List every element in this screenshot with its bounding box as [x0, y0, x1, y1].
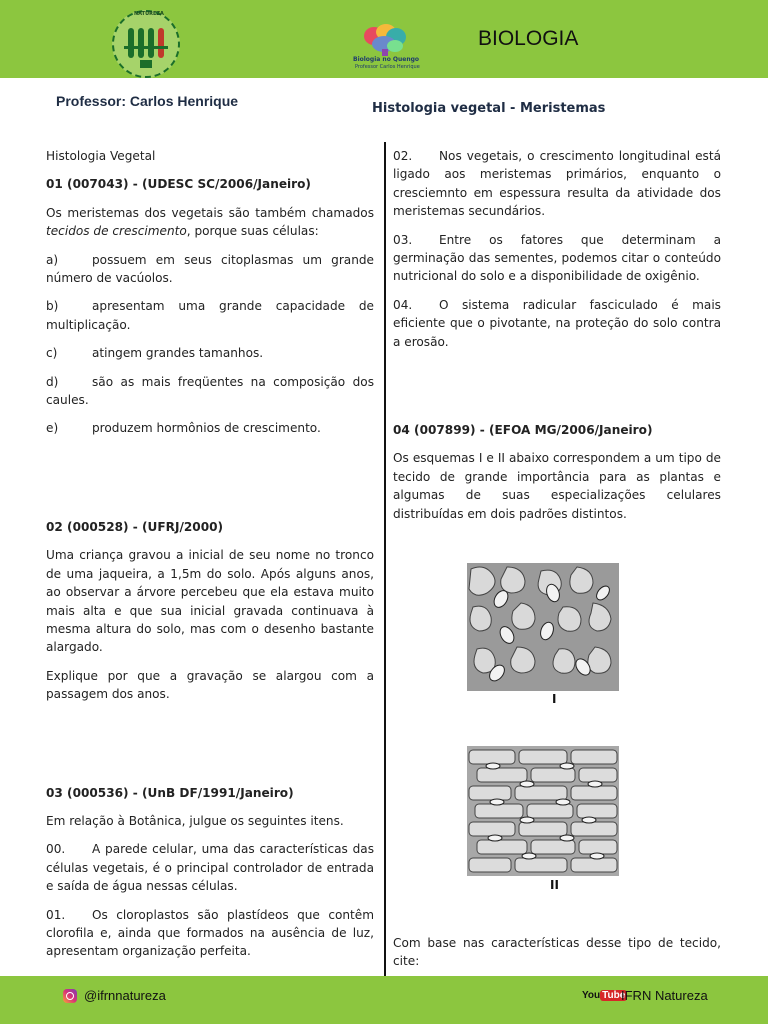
- question-1-heading: 01 (007043) - (UDESC SC/2006/Janeiro): [46, 177, 311, 192]
- instagram-handle[interactable]: @ifrnnatureza: [84, 988, 166, 1003]
- question-1-option-e: e) produzem hormônios de crescimento.: [46, 421, 321, 436]
- topic-title: Histologia vegetal - Meristemas: [372, 101, 606, 116]
- question-1-option-c: c) atingem grandes tamanhos.: [46, 346, 264, 361]
- question-2-heading: 02 (000528) - (UFRJ/2000): [46, 519, 224, 534]
- brain-logo-subtitle: Professor Carlos Henrique: [355, 64, 420, 70]
- question-2-paragraph: Uma criança gravou a inicial de seu nome no tronco de uma jaqueira, a 1,5m do solo. Após alguns anos, ao observar a árvore percebeu que ela estava muito mais alta e que sua inicial gravada continuava à mesma altura do solo, mas com o desenho bastante alargado.: [46, 548, 374, 655]
- question-3-intro: Em relação à Botânica, julgue os seguintes itens.: [46, 813, 344, 828]
- youtube-channel[interactable]: IFRN Natureza: [621, 988, 708, 1003]
- right-column: [393, 147, 721, 533]
- teacher-name: Professor: Carlos Henrique: [56, 93, 239, 109]
- question-3-item-04: 04. O sistema radicular fasciculado é mais eficiente que o pivotante, na proteção do solo contra a erosão.: [393, 297, 721, 349]
- figure-i-label: I: [552, 692, 557, 706]
- section-title: Histologia Vegetal: [46, 149, 156, 163]
- question-3-item-03: 03. Entre os fatores que determinam a germinação das sementes, podemos citar o conteúdo nutricional do solo e a disponibilidade de oxigênio.: [393, 232, 721, 284]
- instagram-icon: [63, 989, 77, 1003]
- figure-epidermis-ii: [467, 746, 619, 876]
- question-4-heading: 04 (007899) - (EFOA MG/2006/Janeiro): [393, 423, 653, 438]
- natureza-logo: [112, 10, 180, 78]
- question-3-item-00: 00. A parede celular, uma das características das células vegetais, é o principal controlador de entrada e saída de água nessas células.: [46, 842, 374, 894]
- question-4-closing-wrap: [393, 934, 721, 981]
- question-3-item-02: 02. Nos vegetais, o crescimento longitudinal está ligado aos meristemas primários, enquanto o cresciemnto em espessura resulta da atividade dos meristemas secundários.: [393, 149, 721, 219]
- subject-title: BIOLOGIA: [478, 27, 579, 50]
- brain-logo-title: Biologia no Quengo: [353, 56, 420, 63]
- question-1-option-b: b) apresentam uma grande capacidade de multiplicação.: [46, 299, 374, 332]
- question-4-closing: Com base nas características desse tipo de tecido, cite:: [393, 936, 721, 969]
- column-divider: [384, 142, 386, 978]
- question-1-option-d: d) são as mais freqüentes na composição dos caules.: [46, 374, 374, 408]
- question-3-item-01: 01. Os cloroplastos são plastídeos que contêm clorofila e, ainda que formados na ausência de luz, apresentam organização perfeita.: [46, 907, 374, 959]
- figure-epidermis-i: [467, 563, 619, 691]
- question-3-heading: 03 (000536) - (UnB DF/1991/Janeiro): [46, 785, 294, 800]
- figure-ii-label: II: [550, 878, 559, 892]
- question-2-prompt: Explique por que a gravação se alargou com a passagem dos anos.: [46, 668, 374, 702]
- logo-label: NATUREZA: [134, 11, 164, 17]
- question-1-stem: Os meristemas dos vegetais são também chamados tecidos de crescimento, porque suas células:: [46, 205, 374, 239]
- question-4-stem: Os esquemas I e II abaixo correspondem a um tipo de tecido de grande importância para as plantas e algumas de suas especializações celulares distribuídas em dois padrões distintos.: [393, 451, 721, 521]
- left-column: [46, 147, 374, 971]
- brain-logo-icon: [362, 22, 408, 56]
- question-1-option-a: a) possuem em seus citoplasmas um grande número de vacúolos.: [46, 252, 374, 286]
- test-tube-icon: [114, 12, 178, 76]
- youtube-icon: You Tube: [582, 990, 626, 1001]
